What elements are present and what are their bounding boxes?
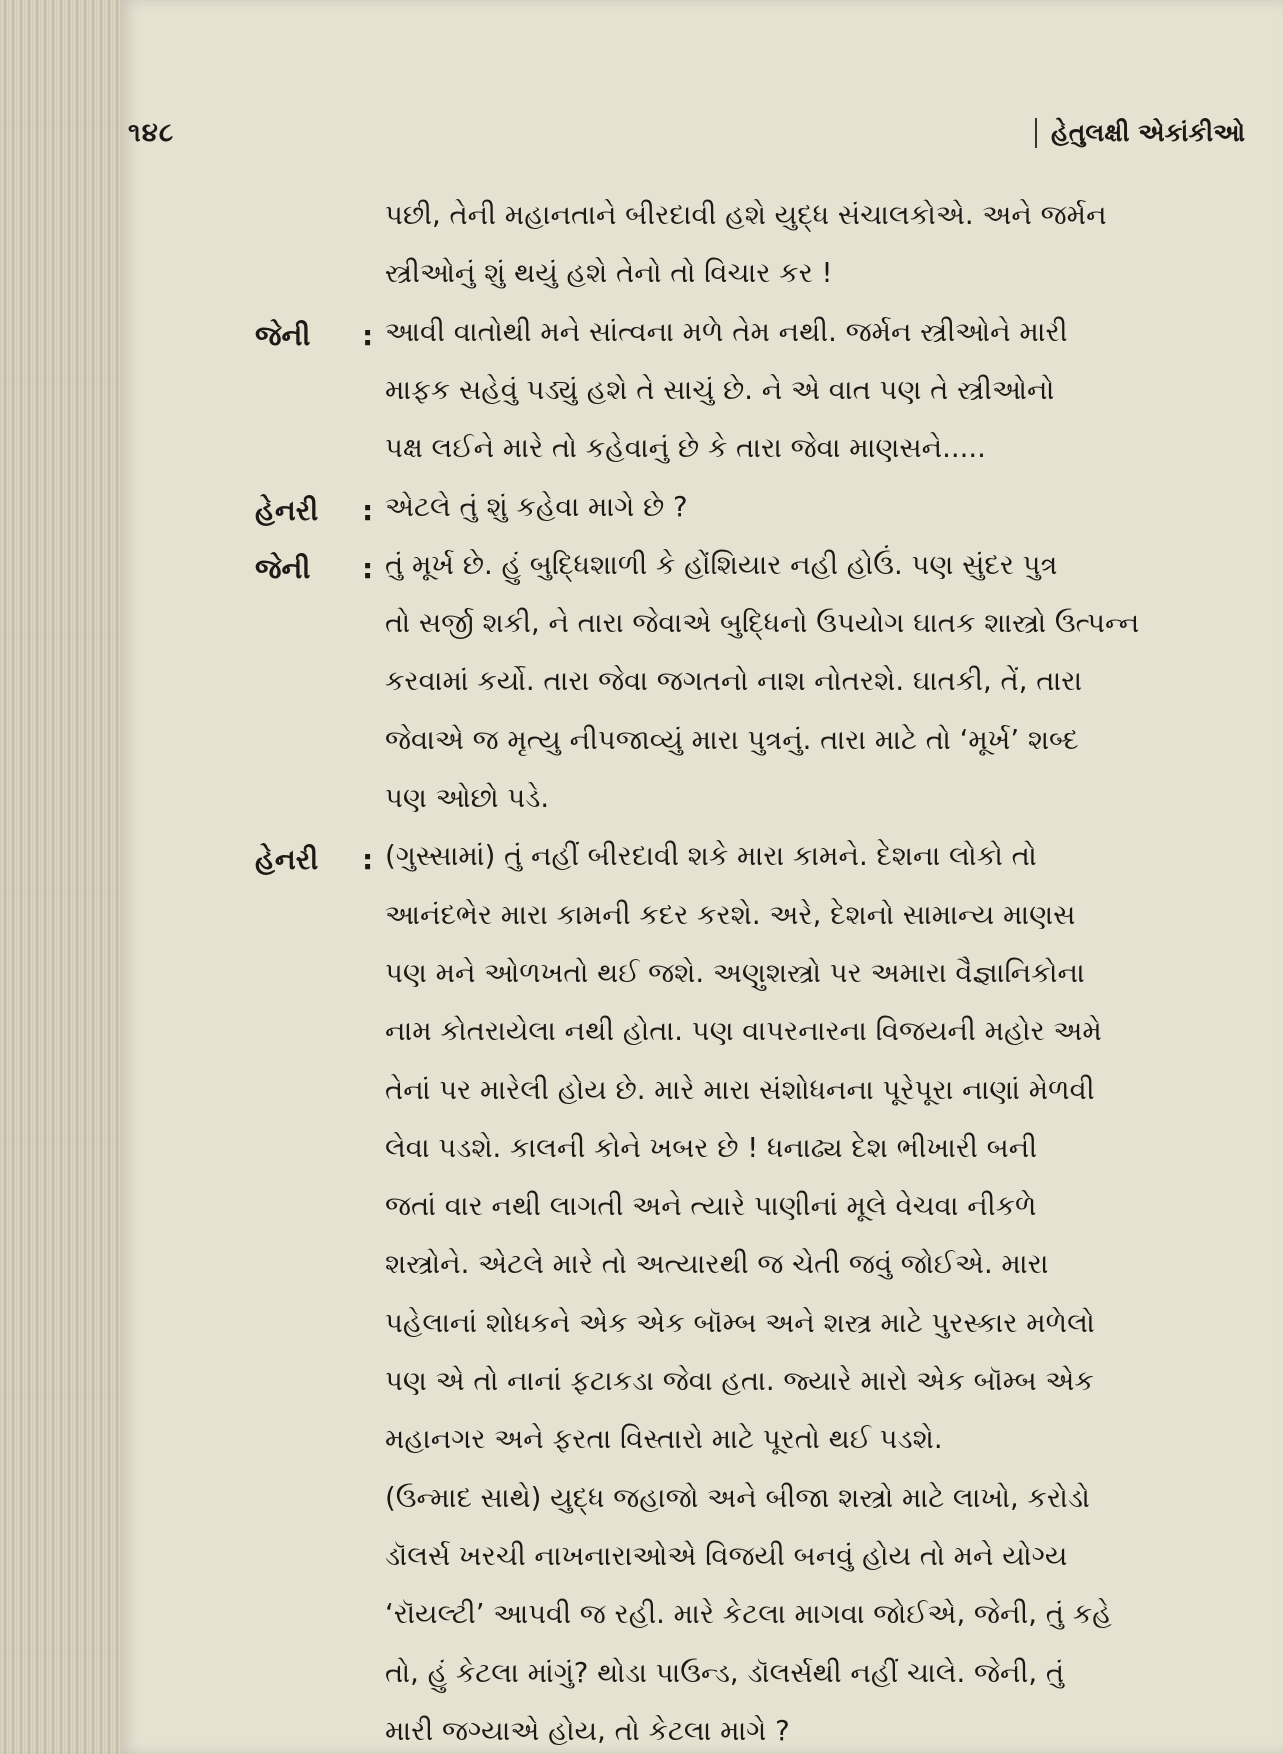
dialogue-line: તો, હું કેટલા માંગું? થોડા પાઉન્ડ, ડૉલર્સથી નહીં ચાલે. જેની, તું	[385, 1656, 1065, 1689]
dialogue-line: જેવાએ જ મૃત્યુ નીપજાવ્યું મારા પુત્રનું. તારા માટે તો ‘મૂર્ખ’ શબ્દ	[385, 723, 1079, 756]
dialogue-line: મારી જગ્યાએ હોય, તો કેટલા માગે ?	[385, 1714, 790, 1747]
speaker-colon: :	[362, 551, 374, 585]
dialogue-line: આવી વાતોથી મને સાંત્વના મળે તેમ નથી. જર્મન સ્ત્રીઓને મારી	[385, 315, 1068, 348]
dialogue-line: તેનાં પર મારેલી હોય છે. મારે મારા સંશોધનના પૂરેપૂરા નાણાં મેળવી	[385, 1073, 1095, 1106]
dialogue-line: પણ ઓછો પડે.	[385, 782, 550, 814]
dialogue-line: જતાં વાર નથી લાગતી અને ત્યારે પાણીનાં મૂલે વેચવા નીકળે	[385, 1190, 1037, 1223]
dialogue-line: પક્ષ લઈને મારે તો કહેવાનું છે કે તારા જેવા માણસને.....	[385, 432, 986, 465]
speaker-colon: :	[362, 843, 374, 877]
speaker-colon: :	[362, 318, 374, 352]
speaker-name: જેની	[255, 551, 311, 585]
dialogue-line: સ્ત્રીઓનું શું થયું હશે તેનો તો વિચાર કર !	[385, 257, 833, 290]
dialogue-line: નામ કોતરાયેલા નથી હોતા. પણ વાપરનારના વિજયની મહોર અમે	[385, 1015, 1102, 1048]
dialogue-line: તું મૂર્ખ છે. હું બુદ્ધિશાળી કે હોંશિયાર નહી હોઉં. પણ સુંદર પુત્ર	[385, 548, 1058, 581]
dialogue-line: શસ્ત્રોને. એટલે મારે તો અત્યારથી જ ચેતી જવું જોઈએ. મારા	[385, 1248, 1049, 1281]
dialogue-line: ડૉલર્સ ખરચી નાખનારાઓએ વિજયી બનવું હોય તો મને યોગ્ય	[385, 1539, 1068, 1572]
page-number: ૧૪૮	[128, 118, 175, 148]
dialogue-line: પણ એ તો નાનાં ફટાકડા જેવા હતા. જ્યારે મારો એક બૉમ્બ એક	[385, 1365, 1094, 1397]
speaker-name: હેનરી	[255, 493, 319, 527]
dialogue-line: લેવા પડશે. કાલની કોને ખબર છે ! ધનાઢ્ય દેશ ભીખારી બની	[385, 1131, 1038, 1164]
dialogue-line: કરવામાં કર્યો. તારા જેવા જગતનો નાશ નોતરશે. ઘાતકી, તેં, તારા	[385, 665, 1083, 698]
dialogue-line: (ગુસ્સામાં) તું નહીં બીરદાવી શકે મારા કામને. દેશના લોકો તો	[385, 840, 1037, 873]
dialogue-line: પણ મને ઓળખતો થઈ જશે. અણુશસ્ત્રો પર અમારા વૈજ્ઞાનિકોના	[385, 956, 1085, 989]
dialogue-line: આનંદભેર મારા કામની કદર કરશે. અરે, દેશનો સામાન્ય માણસ	[385, 898, 1076, 931]
dialogue-line: એટલે તું શું કહેવા માગે છે ?	[385, 490, 688, 523]
speaker-colon: :	[362, 493, 374, 527]
dialogue-line: માફક સહેવું પડ્યું હશે તે સાચું છે. ને એ વાત પણ તે સ્ત્રીઓનો	[385, 373, 1055, 406]
dialogue-line: (ઉન્માદ સાથે) યુદ્ધ જહાજો અને બીજા શસ્ત્રો માટે લાખો, કરોડો	[385, 1481, 1090, 1514]
dialogue-line: પછી, તેની મહાનતાને બીરદાવી હશે યુદ્ધ સંચાલકોએ. અને જર્મન	[385, 199, 1107, 231]
running-title: હેતુલક્ષી એકાંકીઓ	[1035, 118, 1245, 148]
dialogue-line: પહેલાનાં શોધકને એક એક બૉમ્બ અને શસ્ત્ર માટે પુરસ્કાર મળેલો	[385, 1306, 1095, 1339]
dialogue-line: તો સર્જી શકી, ને તારા જેવાએ બુદ્ધિનો ઉપયોગ ઘાતક શાસ્ત્રો ઉત્પન્ન	[385, 607, 1140, 640]
dialogue-line: ‘રૉયલ્ટી’ આપવી જ રહી. મારે કેટલા માગવા જોઈએ, જેની, તું કહે	[385, 1598, 1112, 1631]
speaker-name: હેનરી	[255, 843, 319, 877]
book-page-edges	[0, 0, 122, 1754]
dialogue-line: મહાનગર અને ફરતા વિસ્તારો માટે પૂરતો થઈ પડશે.	[385, 1423, 943, 1456]
speaker-name: જેની	[255, 318, 311, 352]
